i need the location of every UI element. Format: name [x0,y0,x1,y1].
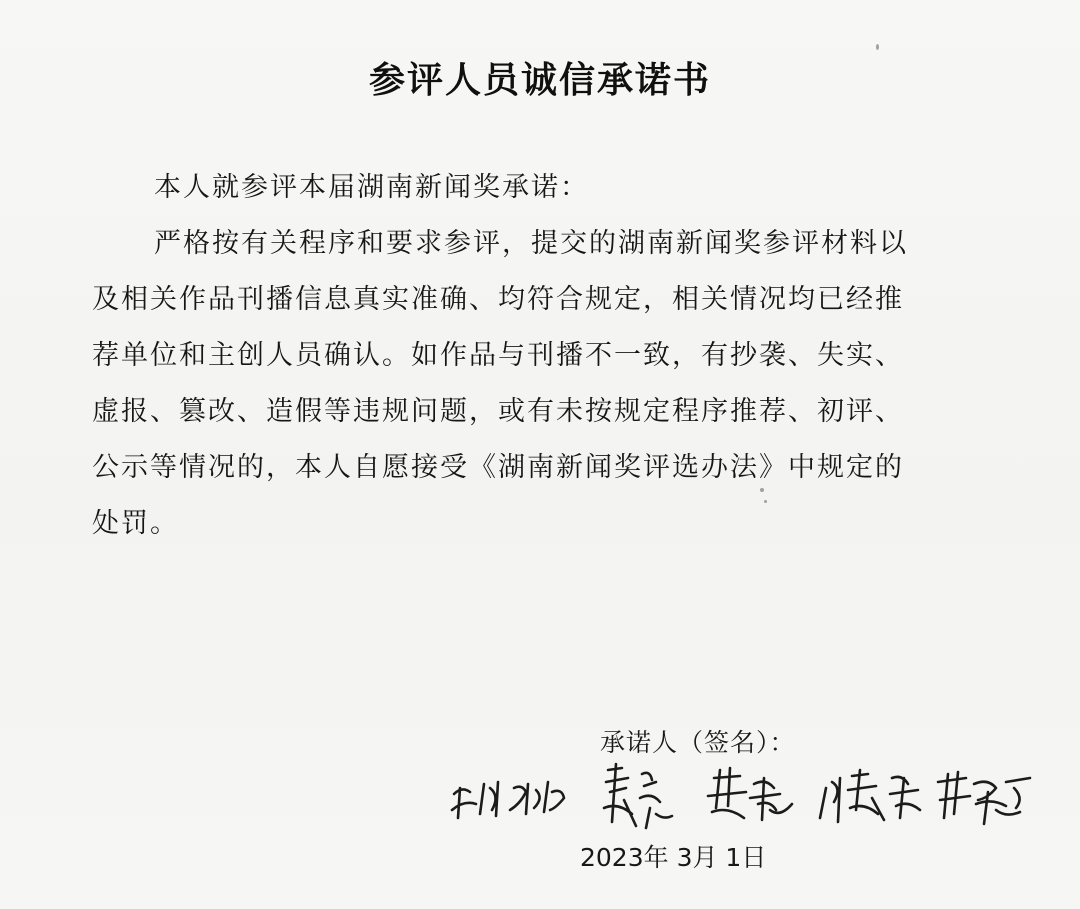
paragraph-line-3: 及相关作品刊播信息真实准确、均符合规定，相关情况均已经推 [92,284,904,315]
paragraph-line-7: 处罚。 [92,508,179,539]
paragraph-line-2: 严格按有关程序和要求参评，提交的湖南新闻奖参评材料以 [154,228,908,259]
paragraph-line-4: 荐单位和主创人员确认。如作品与刊播不一致，有抄袭、失实、 [92,340,904,371]
signature-4 [820,770,920,822]
commitment-body [92,160,1022,552]
handwritten-signatures [440,748,1060,848]
paragraph-line-5: 虚报、篡改、造假等违规问题，或有未按规定程序推荐、初评、 [92,396,904,427]
document-title: 参评人员诚信承诺书 [368,60,711,101]
signature-2 [604,764,672,828]
scan-speck [876,44,879,50]
paragraph-line-6: 公示等情况的，本人自愿接受《湖南新闻奖评选办法》中规定的 [92,452,904,483]
signature-3 [708,768,792,820]
scan-speck [760,488,764,492]
paragraph-line-1: 本人就参评本届湖南新闻奖承诺： [154,172,589,203]
signer-label: 承诺人（签名）： [600,728,796,757]
scan-speck [764,500,767,503]
signature-1 [452,782,564,818]
signature-date [580,838,840,898]
signature-5 [938,772,1030,824]
date-text: 2023年 3月 1日 [580,843,767,872]
